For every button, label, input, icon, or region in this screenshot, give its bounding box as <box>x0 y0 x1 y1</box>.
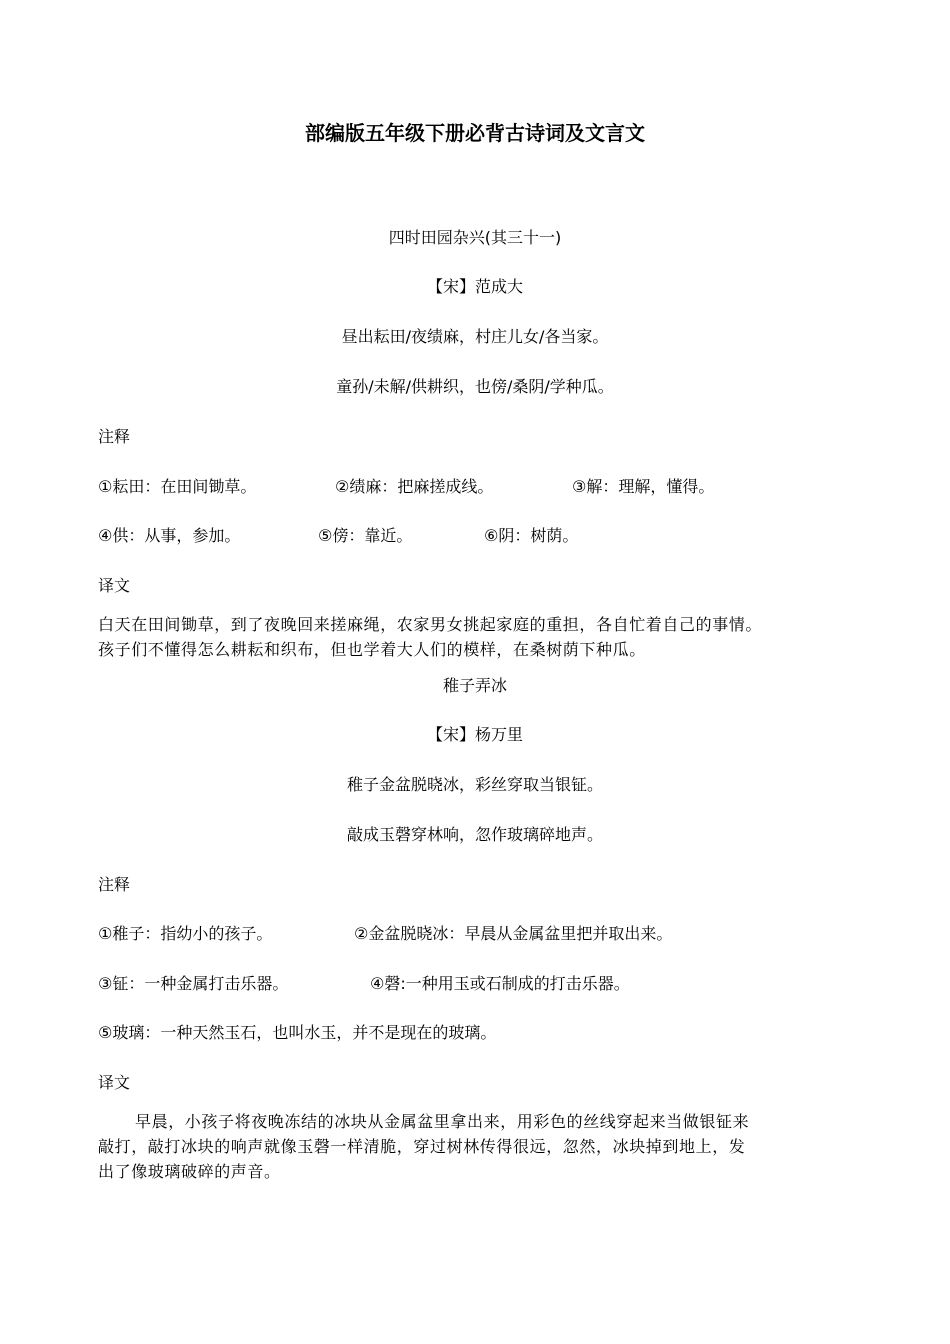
poem2-note-2: ②金盆脱晓冰：早晨从金属盆里把并取出来。 <box>354 924 673 943</box>
poem2-author: 【宋】杨万里 <box>426 725 523 744</box>
poem1-note-1: ①耘田：在田间锄草。 <box>98 477 257 496</box>
poem2-note-5: ⑤玻璃：一种天然玉石，也叫水玉，并不是现在的玻璃。 <box>98 1023 497 1042</box>
poem2-translation-line-3: 出了像玻璃破碎的声音。 <box>98 1162 281 1181</box>
poem2-notes-row-1 <box>98 922 852 946</box>
poem1-notes-heading: 注释 <box>98 427 131 446</box>
poem1-translation-line-1: 白天在田间锄草，到了夜晚回来搓麻绳，农家男女挑起家庭的重担，各自忙着自己的事情。 <box>98 615 763 634</box>
poem2-note-3: ③钲：一种金属打击乐器。 <box>98 974 289 993</box>
poem1-note-4: ④供：从事，参加。 <box>98 526 241 545</box>
poem2-translation-line-2: 敲打，敲打冰块的响声就像玉磬一样清脆，穿过树林传得很远，忽然，冰块掉到地上，发 <box>98 1137 746 1156</box>
poem2-note-1: ①稚子：指幼小的孩子。 <box>98 924 273 943</box>
poem1-note-2: ②绩麻：把麻搓成线。 <box>335 477 494 496</box>
poem2-translation-heading: 译文 <box>98 1073 131 1092</box>
poem1-line-2: 童孙/未解/供耕织，也傍/桑阴/学种瓜。 <box>336 377 614 396</box>
poem1-note-6: ⑥阴：树荫。 <box>484 526 579 545</box>
poem1-translation-heading: 译文 <box>98 576 131 595</box>
poem2-translation <box>98 1109 852 1184</box>
poem1-line-1: 昼出耘田/夜绩麻，村庄儿女/各当家。 <box>341 327 609 346</box>
poem2-notes-row-2 <box>98 972 852 996</box>
poem2-line-2: 敲成玉磬穿林响，忽作玻璃碎地声。 <box>346 825 603 844</box>
poem2-notes-heading: 注释 <box>98 875 131 894</box>
poem1-notes-row-1 <box>98 475 852 499</box>
poem2-note-4: ④磬:一种用玉或石制成的打击乐器。 <box>370 974 630 993</box>
poem2-title: 稚子弄冰 <box>442 676 507 695</box>
poem1-title: 四时田园杂兴(其三十一) <box>388 228 562 247</box>
document-title: 部编版五年级下册必背古诗词及文言文 <box>305 121 645 145</box>
poem2-line-1: 稚子金盆脱晓冰，彩丝穿取当银钲。 <box>346 775 603 794</box>
poem1-author: 【宋】范成大 <box>426 277 523 296</box>
poem1-note-3: ③解：理解，懂得。 <box>572 477 715 496</box>
poem1-note-5: ⑤傍：靠近。 <box>318 526 413 545</box>
poem1-notes-row-2 <box>98 524 852 548</box>
poem2-translation-line-1: 早晨，小孩子将夜晚冻结的冰块从金属盆里拿出来，用彩色的丝线穿起来当做银钲来 <box>135 1112 750 1131</box>
poem1-translation-line-2: 孩子们不懂得怎么耕耘和织布，但也学着大人们的模样，在桑树荫下种瓜。 <box>98 640 646 659</box>
poem1-translation <box>98 612 852 662</box>
